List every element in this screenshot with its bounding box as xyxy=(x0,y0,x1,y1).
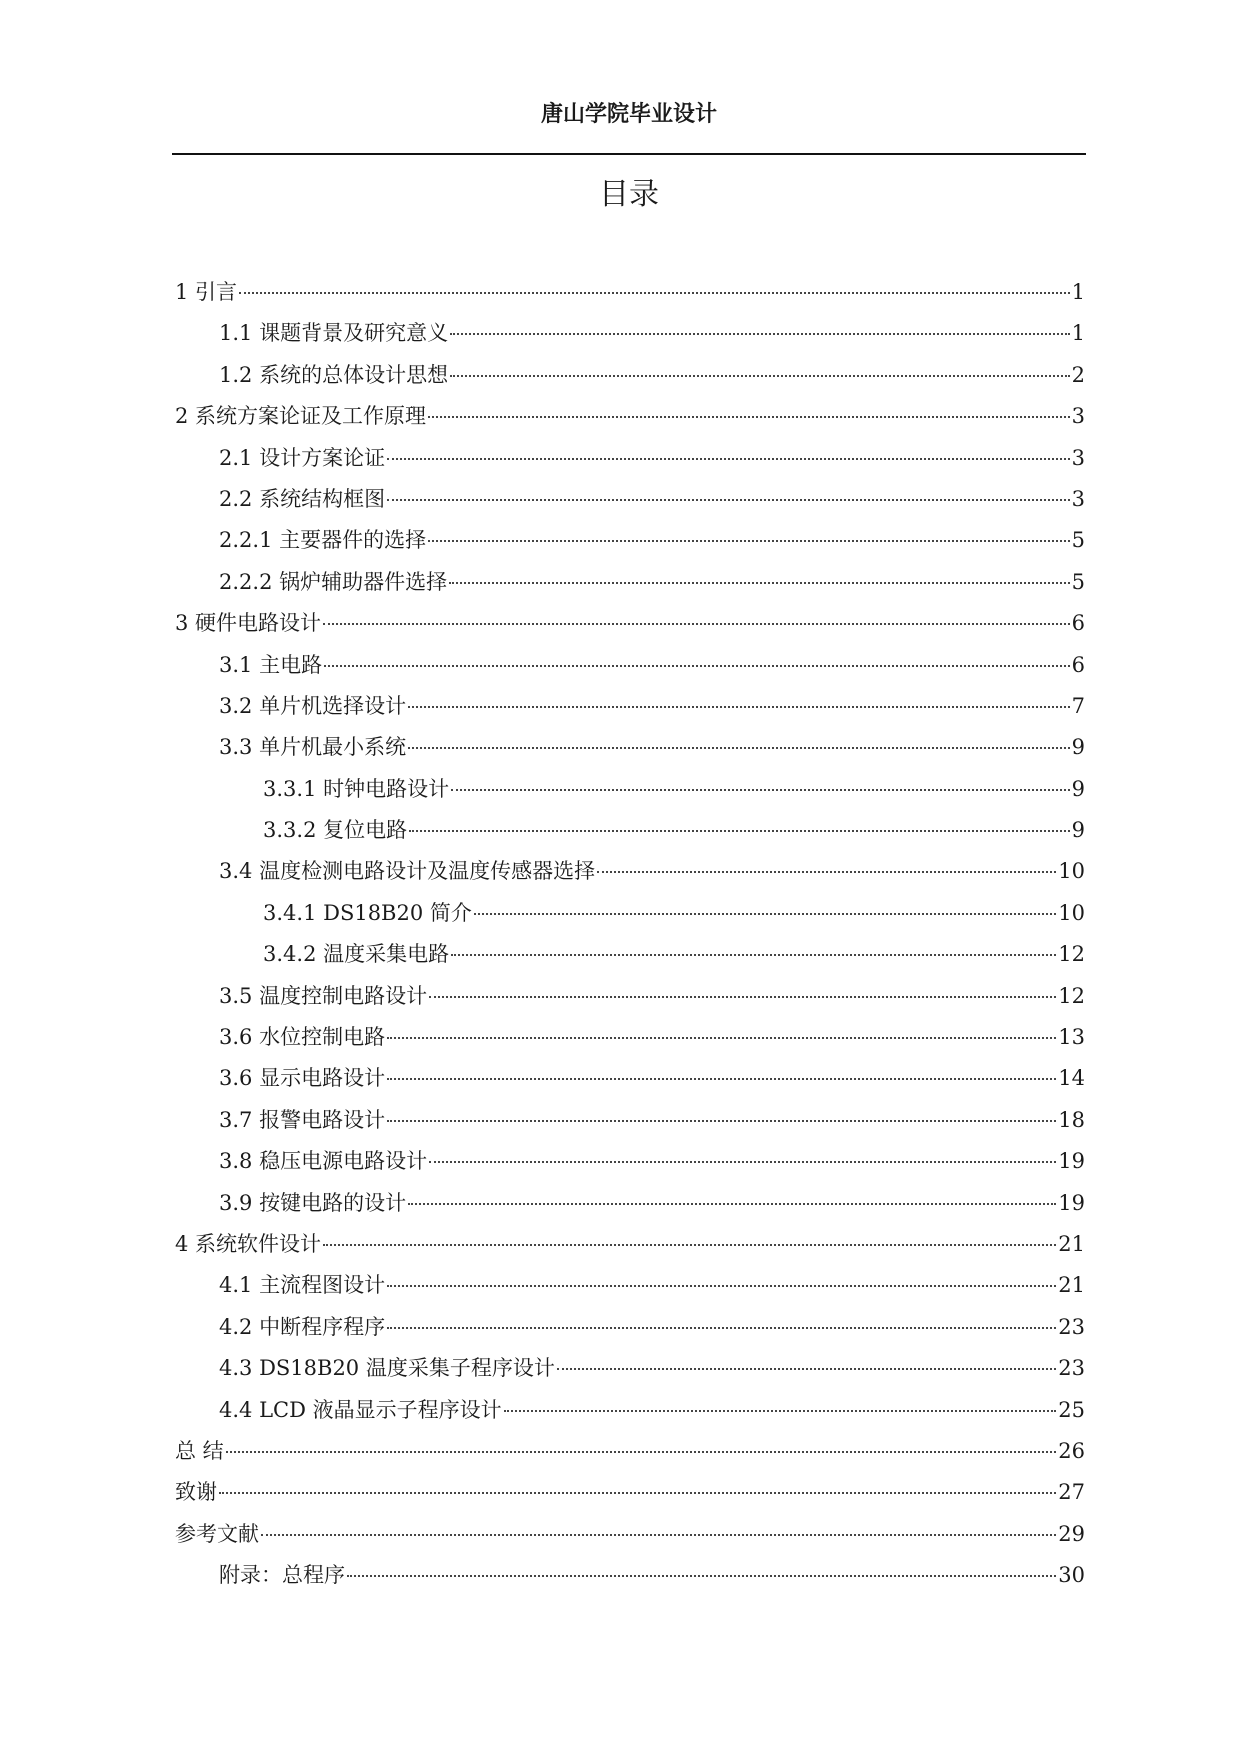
toc-entry-page-number: 5 xyxy=(1071,569,1085,594)
toc-dot-leader xyxy=(428,416,1070,418)
toc-entry[interactable] xyxy=(175,1431,1085,1472)
toc-dot-leader xyxy=(387,499,1070,501)
toc-entry[interactable] xyxy=(175,976,1085,1017)
toc-entry-page-number: 29 xyxy=(1058,1521,1085,1546)
toc-entry-label: 3.4.2 温度采集电路 xyxy=(263,942,450,967)
toc-entry-label: 2.2.2 锅炉辅助器件选择 xyxy=(219,569,448,594)
toc-entry-label: 4.1 主流程图设计 xyxy=(219,1273,386,1298)
toc-entry-page-number: 2 xyxy=(1071,362,1085,387)
toc-entry[interactable] xyxy=(175,1100,1085,1141)
toc-entry-page-number: 23 xyxy=(1058,1314,1085,1339)
toc-entry[interactable] xyxy=(175,934,1085,975)
toc-entry-label: 3.3.2 复位电路 xyxy=(263,818,408,843)
toc-entry[interactable] xyxy=(175,355,1085,396)
toc-entry-page-number: 27 xyxy=(1058,1480,1085,1505)
toc-entry[interactable] xyxy=(175,1141,1085,1182)
toc-dot-leader xyxy=(387,1120,1056,1122)
toc-entry[interactable] xyxy=(175,313,1085,354)
toc-entry[interactable] xyxy=(175,603,1085,644)
toc-entry[interactable] xyxy=(175,645,1085,686)
toc-dot-leader xyxy=(323,1244,1056,1246)
toc-dot-leader xyxy=(428,540,1070,542)
toc-entry[interactable] xyxy=(175,520,1085,561)
toc-dot-leader xyxy=(387,1078,1056,1080)
toc-dot-leader xyxy=(387,458,1070,460)
table-of-contents xyxy=(175,272,1085,1597)
toc-entry-label: 3.4.1 DS18B20 简介 xyxy=(263,900,472,925)
toc-dot-leader xyxy=(451,954,1056,956)
toc-entry-page-number: 21 xyxy=(1058,1231,1085,1256)
page-header: 唐山学院毕业设计 xyxy=(540,102,717,127)
toc-entry[interactable] xyxy=(175,479,1085,520)
toc-dot-leader xyxy=(408,1203,1056,1205)
toc-entry-label: 3.3 单片机最小系统 xyxy=(219,735,407,760)
toc-entry-page-number: 9 xyxy=(1071,735,1085,760)
toc-entry-page-number: 9 xyxy=(1071,818,1085,843)
toc-entry-label: 4.3 DS18B20 温度采集子程序设计 xyxy=(219,1356,555,1381)
toc-entry[interactable] xyxy=(175,1224,1085,1265)
toc-entry-page-number: 13 xyxy=(1058,1025,1085,1050)
toc-entry-page-number: 6 xyxy=(1071,652,1085,677)
toc-entry-page-number: 19 xyxy=(1058,1190,1085,1215)
toc-entry-label: 3.9 按键电路的设计 xyxy=(219,1190,407,1215)
toc-entry-page-number: 5 xyxy=(1071,528,1085,553)
toc-entry[interactable] xyxy=(175,769,1085,810)
toc-entry[interactable] xyxy=(175,272,1085,313)
toc-entry-label: 4.4 LCD 液晶显示子程序设计 xyxy=(219,1397,502,1422)
toc-entry-label: 3.6 水位控制电路 xyxy=(219,1025,386,1050)
toc-entry-page-number: 10 xyxy=(1058,859,1085,884)
toc-entry[interactable] xyxy=(175,1555,1085,1596)
toc-entry-label: 3.5 温度控制电路设计 xyxy=(219,983,428,1008)
toc-entry-page-number: 3 xyxy=(1071,445,1085,470)
toc-entry-label: 4.2 中断程序程序 xyxy=(219,1314,386,1339)
toc-entry[interactable] xyxy=(175,1390,1085,1431)
toc-entry[interactable] xyxy=(175,1348,1085,1389)
toc-entry-page-number: 3 xyxy=(1071,486,1085,511)
toc-title: 目录 xyxy=(599,177,659,212)
toc-dot-leader xyxy=(387,1285,1056,1287)
toc-entry[interactable] xyxy=(175,438,1085,479)
toc-entry[interactable] xyxy=(175,893,1085,934)
toc-entry-label: 参考文献 xyxy=(175,1521,259,1546)
toc-entry[interactable] xyxy=(175,1307,1085,1348)
toc-entry-page-number: 12 xyxy=(1058,983,1085,1008)
toc-dot-leader xyxy=(239,292,1070,294)
toc-dot-leader xyxy=(387,1327,1056,1329)
toc-entry-label: 3.8 稳压电源电路设计 xyxy=(219,1149,428,1174)
toc-entry-label: 2.2.1 主要器件的选择 xyxy=(219,528,427,553)
toc-entry-page-number: 7 xyxy=(1071,693,1085,718)
toc-dot-leader xyxy=(219,1492,1056,1494)
toc-entry-page-number: 12 xyxy=(1058,942,1085,967)
toc-entry-page-number: 21 xyxy=(1058,1273,1085,1298)
toc-dot-leader xyxy=(429,996,1056,998)
toc-entry-label: 3.4 温度检测电路设计及温度传感器选择 xyxy=(219,859,596,884)
toc-dot-leader xyxy=(597,871,1056,873)
toc-entry[interactable] xyxy=(175,396,1085,437)
toc-dot-leader xyxy=(450,375,1070,377)
toc-entry[interactable] xyxy=(175,686,1085,727)
toc-dot-leader xyxy=(504,1410,1057,1412)
toc-entry-label: 1 引言 xyxy=(175,280,238,304)
toc-entry-label: 3.6 显示电路设计 xyxy=(219,1066,386,1091)
toc-dot-leader xyxy=(408,706,1070,708)
toc-dot-leader xyxy=(408,747,1070,749)
toc-entry-label: 致谢 xyxy=(175,1480,217,1505)
toc-dot-leader xyxy=(557,1368,1056,1370)
toc-entry-label: 3.7 报警电路设计 xyxy=(219,1107,386,1132)
toc-entry-page-number: 30 xyxy=(1058,1563,1085,1588)
toc-entry-page-number: 14 xyxy=(1058,1066,1085,1091)
header-rule xyxy=(172,153,1086,155)
toc-entry[interactable] xyxy=(175,810,1085,851)
toc-entry-page-number: 1 xyxy=(1071,280,1085,304)
toc-entry-page-number: 19 xyxy=(1058,1149,1085,1174)
toc-entry-page-number: 25 xyxy=(1058,1397,1085,1422)
toc-entry[interactable] xyxy=(175,562,1085,603)
toc-entry[interactable] xyxy=(175,1017,1085,1058)
toc-dot-leader xyxy=(449,582,1070,584)
toc-entry-page-number: 6 xyxy=(1071,611,1085,636)
toc-entry-page-number: 26 xyxy=(1058,1438,1085,1463)
toc-entry-page-number: 18 xyxy=(1058,1107,1085,1132)
toc-dot-leader xyxy=(261,1534,1056,1536)
toc-entry-label: 3.3.1 时钟电路设计 xyxy=(263,776,450,801)
toc-dot-leader xyxy=(387,1037,1056,1039)
toc-entry[interactable] xyxy=(175,1265,1085,1306)
toc-dot-leader xyxy=(323,623,1070,625)
toc-entry-label: 4 系统软件设计 xyxy=(175,1231,322,1256)
toc-entry[interactable] xyxy=(175,1514,1085,1555)
toc-entry[interactable] xyxy=(175,1183,1085,1224)
toc-entry-label: 1.1 课题背景及研究意义 xyxy=(219,321,449,346)
toc-entry-label: 2.2 系统结构框图 xyxy=(219,486,386,511)
toc-entry-label: 附录：总程序 xyxy=(219,1563,345,1588)
toc-dot-leader xyxy=(347,1575,1056,1577)
toc-entry[interactable] xyxy=(175,851,1085,892)
toc-entry-label: 3 硬件电路设计 xyxy=(175,611,322,636)
toc-entry-label: 3.1 主电路 xyxy=(219,652,323,677)
toc-dot-leader xyxy=(226,1451,1057,1453)
toc-entry-label: 1.2 系统的总体设计思想 xyxy=(219,362,449,387)
toc-dot-leader xyxy=(474,913,1056,915)
toc-entry[interactable] xyxy=(175,727,1085,768)
toc-dot-leader xyxy=(429,1161,1056,1163)
toc-entry-page-number: 23 xyxy=(1058,1356,1085,1381)
toc-entry-page-number: 3 xyxy=(1071,404,1085,429)
toc-entry[interactable] xyxy=(175,1472,1085,1513)
toc-entry-label: 3.2 单片机选择设计 xyxy=(219,693,407,718)
toc-dot-leader xyxy=(450,333,1070,335)
toc-dot-leader xyxy=(324,665,1070,667)
toc-dot-leader xyxy=(451,789,1070,791)
toc-entry-label: 2 系统方案论证及工作原理 xyxy=(175,404,427,429)
toc-entry-page-number: 1 xyxy=(1071,321,1085,346)
toc-entry-page-number: 9 xyxy=(1071,776,1085,801)
toc-entry-page-number: 10 xyxy=(1058,900,1085,925)
toc-dot-leader xyxy=(409,830,1070,832)
toc-entry[interactable] xyxy=(175,1058,1085,1099)
toc-entry-label: 总 结 xyxy=(175,1438,224,1463)
toc-entry-label: 2.1 设计方案论证 xyxy=(219,445,386,470)
